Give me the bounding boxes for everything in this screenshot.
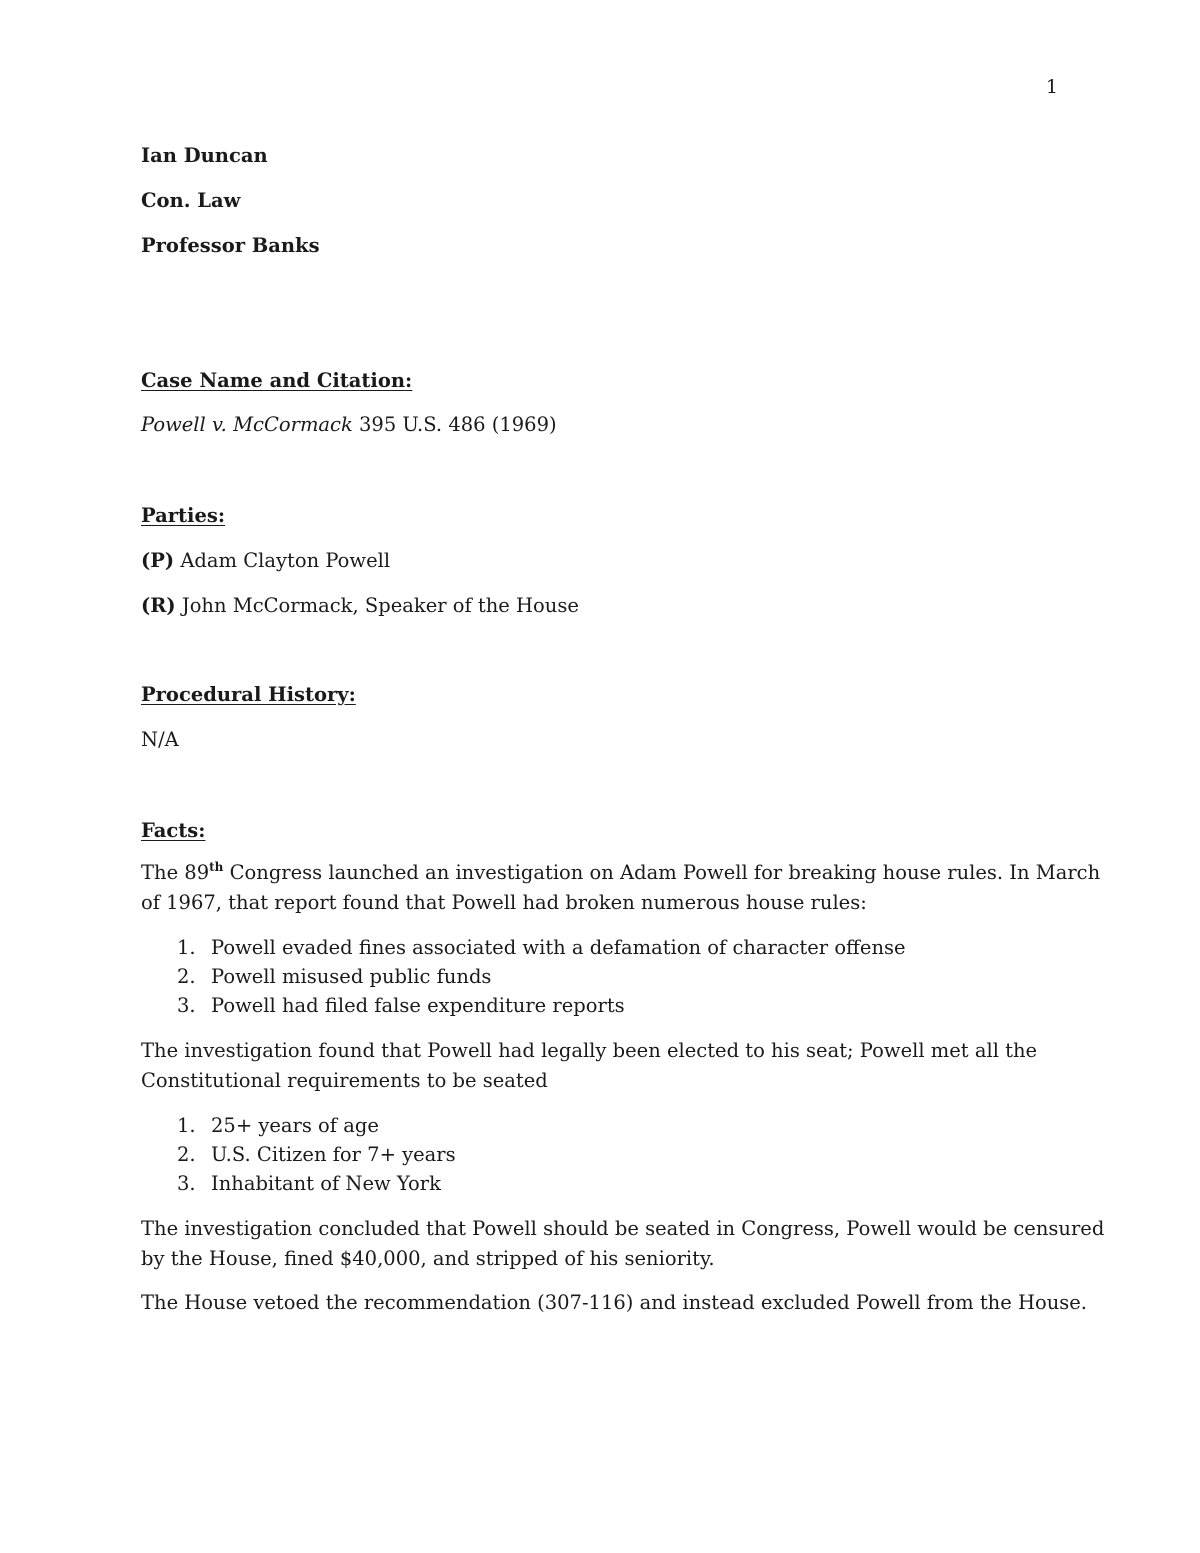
list-item: 1. 25+ years of age <box>177 1114 379 1137</box>
facts-p3-line1: The investigation concluded that Powell should be seated in Congress, Powell would be censured <box>141 1217 1105 1240</box>
course-name: Con. Law <box>141 189 241 212</box>
procedural-history-text: N/A <box>141 728 179 751</box>
respondent-line <box>141 591 579 621</box>
case-citation <box>141 410 557 440</box>
author-name: Ian Duncan <box>141 144 268 167</box>
facts-p1-line2: of 1967, that report found that Powell had broken numerous house rules: <box>141 891 867 914</box>
facts-p2-line1: The investigation found that Powell had legally been elected to his seat; Powell met all the <box>141 1039 1038 1062</box>
facts-paragraph-1 <box>141 858 1100 918</box>
facts-paragraph-3 <box>141 1214 1104 1274</box>
ordinal-suffix: th <box>209 859 224 874</box>
facts-paragraph-2 <box>141 1036 1037 1096</box>
facts-heading: Facts: <box>141 819 206 842</box>
facts-p2-line2: Constitutional requirements to be seated <box>141 1069 548 1092</box>
list-item: 2. U.S. Citizen for 7+ years <box>177 1143 456 1166</box>
citation-text: 395 U.S. 486 (1969) <box>359 413 557 436</box>
violations-list <box>141 933 906 1020</box>
list-item: 1. Powell evaded fines associated with a defamation of character offense <box>177 936 906 959</box>
list-item: 3. Inhabitant of New York <box>177 1172 441 1195</box>
petitioner-label: (P) <box>141 549 175 572</box>
list-item: 3. Powell had filed false expenditure reports <box>177 994 625 1017</box>
petitioner-line <box>141 546 390 576</box>
page-number: 1 <box>1045 76 1058 98</box>
case-name-heading: Case Name and Citation: <box>141 369 413 392</box>
parties-heading: Parties: <box>141 504 226 527</box>
facts-p1-start: The 89 <box>141 861 210 884</box>
petitioner-name: Adam Clayton Powell <box>180 549 391 572</box>
facts-paragraph-4: The House vetoed the recommendation (307-116) and instead excluded Powell from the House. <box>141 1291 1087 1314</box>
facts-p1-rest: Congress launched an investigation on Adam Powell for breaking house rules. In March <box>223 861 1101 884</box>
case-title: Powell v. McCormack <box>141 413 353 436</box>
list-item: 2. Powell misused public funds <box>177 965 492 988</box>
respondent-label: (R) <box>141 594 176 617</box>
respondent-name: John McCormack, Speaker of the House <box>181 594 579 617</box>
procedural-history-heading: Procedural History: <box>141 683 356 706</box>
requirements-list <box>141 1111 456 1198</box>
professor-name: Professor Banks <box>141 234 320 257</box>
facts-p3-line2: by the House, fined $40,000, and stripped of his seniority. <box>141 1247 715 1270</box>
